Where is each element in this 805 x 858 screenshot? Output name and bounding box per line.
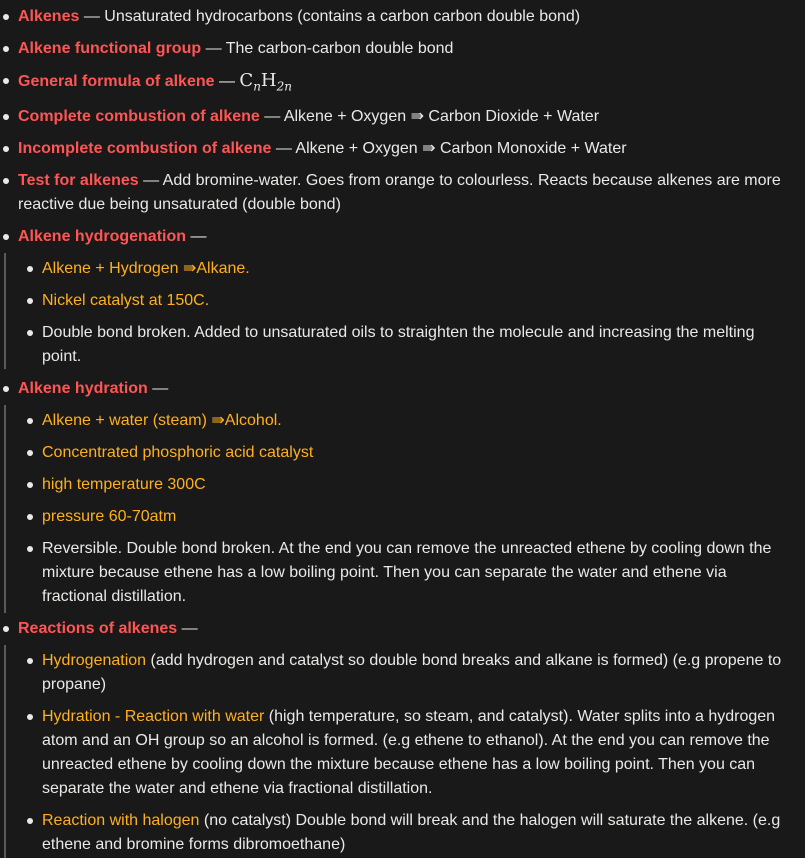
bullet-icon — [27, 482, 33, 488]
reaction-description: (add hydrogen and catalyst so double bond breaks and alkane is formed) (e.g propene to propane) — [42, 652, 782, 693]
quote-bar — [4, 253, 6, 369]
term-general-formula: General formula of alkene — [18, 73, 215, 90]
separator: — — [214, 73, 240, 90]
bullet-icon — [27, 514, 33, 520]
definition-functional-group: The carbon-carbon double bond — [225, 40, 454, 57]
term-reactions: Reactions of alkenes — [18, 620, 178, 637]
hydration-catalyst: Concentrated phosphoric acid catalyst — [42, 444, 314, 461]
bullet-icon — [27, 266, 33, 272]
hydration-note: Reversible. Double bond broken. At the end you can remove the unreacted ethene by cooling down the mixture because ethene has a low boiling point. Then you can separate the water and ethene via fractional distillation. — [42, 540, 772, 605]
hydration-equation: Alkene + water (steam) ⇛Alcohol. — [42, 412, 282, 429]
bullet-icon — [27, 330, 33, 336]
separator: — — [259, 108, 284, 125]
term-complete-combustion: Complete combustion of alkene — [18, 108, 260, 125]
quote-bar — [4, 645, 6, 858]
bullet-icon — [27, 714, 33, 720]
term-test: Test for alkenes — [18, 172, 139, 189]
quote-bar — [4, 405, 6, 613]
bullet-icon — [3, 114, 9, 120]
reaction-description: (no catalyst) Double bond will break and the halogen will saturate the alkene. (e.g ethene and bromine forms dibromoethane) — [42, 812, 781, 853]
formula-carbon: C — [239, 70, 254, 91]
definition-complete-combustion: Alkene + Oxygen ⇛ Carbon Dioxide + Water — [283, 108, 600, 125]
bullet-icon — [3, 626, 9, 632]
formula-carbon-subscript: n — [253, 79, 261, 94]
hydration-pressure: pressure 60-70atm — [42, 508, 177, 525]
definition-alkenes: Unsaturated hydrocarbons (contains a carbon carbon double bond) — [104, 8, 581, 25]
reaction-description: (high temperature, so steam, and catalyst). Water splits into a hydrogen atom and an OH group so an alcohol is formed. (e.g ethene to ethanol). At the end you can remove the unreacted ethene by cooling down the mixture because ethene has a low boiling point. Then you can separate the water and ethene via fractional distillation. — [42, 708, 776, 797]
general-formula-math — [239, 70, 292, 94]
term-hydrogenation: Alkene hydrogenation — [18, 228, 187, 245]
separator: — — [177, 620, 198, 637]
reaction-title: Hydrogenation — [42, 652, 147, 669]
bullet-icon — [3, 46, 9, 52]
formula-hydrogen: H — [260, 70, 277, 91]
separator: — — [138, 172, 163, 189]
definition-incomplete-combustion: Alkene + Oxygen ⇛ Carbon Monoxide + Water — [295, 140, 627, 157]
hydrogenation-note: Double bond broken. Added to unsaturated oils to straighten the molecule and increasing the melting point. — [42, 324, 755, 365]
hydration-temperature: high temperature 300C — [42, 476, 206, 493]
separator: — — [79, 8, 105, 25]
bullet-icon — [27, 450, 33, 456]
hydrogenation-equation: Alkene + Hydrogen ⇛Alkane. — [42, 260, 250, 277]
bullet-icon — [27, 546, 33, 552]
bullet-icon — [27, 418, 33, 424]
bullet-icon — [3, 146, 9, 152]
definition-test: Add bromine-water. Goes from orange to colourless. Reacts because alkenes are more reactive due being unsaturated (double bond) — [18, 172, 781, 213]
bullet-icon — [27, 658, 33, 664]
separator: — — [147, 380, 169, 397]
reaction-title: Hydration - Reaction with water — [42, 708, 265, 725]
term-functional-group: Alkene functional group — [18, 40, 202, 57]
bullet-icon — [27, 818, 33, 824]
bullet-icon — [3, 386, 9, 392]
bullet-icon — [3, 234, 9, 240]
separator: — — [201, 40, 226, 57]
term-alkenes: Alkenes — [18, 8, 80, 25]
bullet-icon — [3, 78, 9, 84]
bullet-icon — [3, 178, 9, 184]
formula-hydrogen-subscript: 2n — [276, 79, 292, 94]
separator: — — [186, 228, 207, 245]
term-hydration: Alkene hydration — [18, 380, 148, 397]
bullet-icon — [27, 298, 33, 304]
reaction-title: Reaction with halogen — [42, 812, 200, 829]
bullet-icon — [3, 14, 9, 20]
hydrogenation-catalyst: Nickel catalyst at 150C. — [42, 292, 210, 309]
separator: — — [271, 140, 296, 157]
term-incomplete-combustion: Incomplete combustion of alkene — [18, 140, 272, 157]
